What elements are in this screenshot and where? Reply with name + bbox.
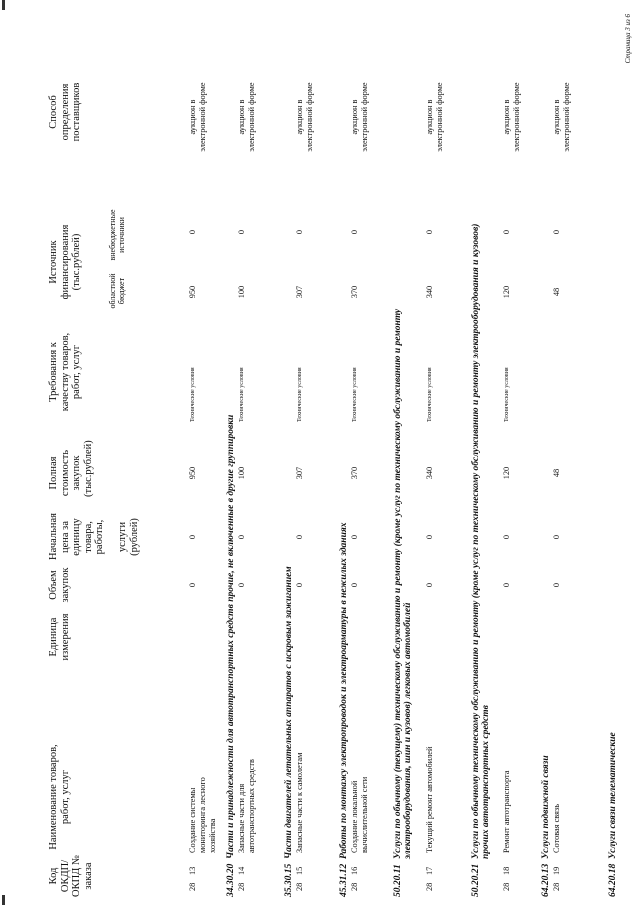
row-volume: 0 (295, 582, 304, 588)
row-code: 28 (350, 882, 359, 891)
group-title: Услуги подвижной связи (541, 755, 551, 859)
group-code: 35.30.15 (284, 863, 294, 897)
header-method: Способ определения поставщиков (48, 82, 82, 142)
row-volume: 0 (502, 582, 511, 588)
row-regional: 48 (552, 287, 561, 297)
row-regional: 307 (295, 285, 304, 299)
row-number: 16 (350, 866, 359, 875)
row-volume: 0 (552, 582, 561, 588)
row-regional: 120 (502, 285, 511, 299)
page-footer: Страница 3 из 6 (624, 14, 632, 64)
row-number: 15 (295, 866, 304, 875)
group-title: Части двигателей летательных аппаратов с искровым зажиганием (284, 566, 294, 859)
row-regional: 950 (188, 285, 197, 299)
row-total: 307 (295, 466, 304, 480)
row-regional: 100 (237, 285, 246, 299)
header-volume: Объем закупок (48, 567, 71, 603)
row-name: Сотовая связь (552, 804, 561, 853)
row-price: 0 (350, 534, 359, 540)
row-requirements: Технические условия (504, 367, 510, 422)
row-code: 28 (188, 882, 197, 891)
header-finance-regional: областной бюджет (108, 273, 126, 309)
row-code: 28 (552, 882, 561, 891)
row-requirements: Технические условия (297, 367, 303, 422)
row-number: 19 (552, 866, 561, 875)
row-price: 0 (237, 534, 246, 540)
row-total: 100 (237, 466, 246, 480)
row-extra: 0 (237, 229, 246, 235)
row-number: 13 (188, 866, 197, 875)
row-volume: 0 (350, 582, 359, 588)
row-requirements: Технические условия (190, 367, 196, 422)
row-total: 370 (350, 466, 359, 480)
row-code: 28 (237, 882, 246, 891)
row-name: Создание системы мониторинга лесного хозяйства (188, 777, 217, 853)
header-price-main: Начальная цена за единицу товара, работы, (48, 513, 105, 560)
row-total: 48 (552, 468, 561, 478)
row-total: 950 (188, 466, 197, 480)
row-total: 340 (425, 466, 434, 480)
row-code: 28 (502, 882, 511, 891)
header-price (48, 514, 140, 560)
row-method: аукцион в электронной форме (425, 82, 444, 152)
row-method: аукцион в электронной форме (295, 82, 314, 152)
row-method: аукцион в электронной форме (350, 82, 369, 152)
header-requirements: Требования к качеству товаров, работ, услуг (48, 332, 82, 412)
row-extra: 0 (350, 229, 359, 235)
row-number: 17 (425, 866, 434, 875)
group-title: Части и принадлежности для автотранспортных средств прочие, не включенные в другие группировки (226, 414, 236, 859)
row-extra: 0 (425, 229, 434, 235)
row-method: аукцион в электронной форме (502, 82, 521, 152)
row-regional: 370 (350, 285, 359, 299)
row-code: 28 (295, 882, 304, 891)
row-requirements: Технические условия (352, 367, 358, 422)
row-price: 0 (188, 534, 197, 540)
header-finance-extra: внебюджетные источники (108, 209, 126, 261)
group-title: Работы по монтажу электропроводок и электроарматуры в нежилых зданиях (339, 522, 349, 859)
header-price-units: услуги (рублей) (117, 518, 140, 556)
row-code: 28 (425, 882, 434, 891)
row-requirements: Технические условия (239, 367, 245, 422)
group-code: 50.20.21 (471, 863, 481, 897)
row-price: 0 (295, 534, 304, 540)
row-name: Запасные части для автотранспортных средств (237, 759, 256, 853)
row-price: 0 (502, 534, 511, 540)
group-code: 64.20.18 (608, 863, 618, 897)
row-method: аукцион в электронной форме (188, 82, 207, 152)
row-number: 14 (237, 866, 246, 875)
row-method: аукцион в электронной форме (552, 82, 571, 152)
row-volume: 0 (237, 582, 246, 588)
group-code: 64.20.13 (541, 863, 551, 897)
row-name: Ремонт автотранспорта (502, 770, 511, 853)
group-code: 50.20.11 (393, 864, 403, 897)
row-regional: 340 (425, 285, 434, 299)
row-name: Текущий ремонт автомобилей (425, 746, 434, 853)
row-name: Запасные части к самолетам (295, 752, 304, 853)
group-title: Услуги по обычному техническому обслуживанию и ремонту (кроме услуг по техническому обслуживанию и ремонту электрооборудования и кузовов) прочих автотранспортных средств (471, 223, 491, 859)
group-code: 45.31.12 (339, 863, 349, 897)
row-extra: 0 (552, 229, 561, 235)
header-finance: Источник финансирования (тыс.рублей) (48, 224, 82, 300)
row-extra: 0 (502, 229, 511, 235)
row-method: аукцион в электронной форме (237, 82, 256, 152)
row-number: 18 (502, 866, 511, 875)
row-volume: 0 (188, 582, 197, 588)
header-name: Наименование товаров, работ, услуг (48, 744, 71, 850)
row-extra: 0 (295, 229, 304, 235)
table-header (48, 17, 178, 897)
header-total: Полная стоимость закупок (тыс.рублей) (48, 440, 94, 497)
row-name: Создание локальной вычислительной сети (350, 776, 369, 853)
header-unit: Единица измерения (48, 613, 71, 661)
group-title: Услуги связи телематические (608, 732, 618, 859)
group-code: 34.30.20 (226, 863, 236, 897)
row-total: 120 (502, 466, 511, 480)
row-volume: 0 (425, 582, 434, 588)
row-extra: 0 (188, 229, 197, 235)
row-price: 0 (552, 534, 561, 540)
group-title: Услуги по обычному (текущему) техническому обслуживанию и ремонту (кроме услуг по техническому обслуживанию и ремонту электрооборудования, шин и кузовов) легковых автомобилей (393, 308, 413, 859)
row-price: 0 (425, 534, 434, 540)
header-code: Код ОКДП/ ОКПД № заказа (48, 855, 94, 897)
row-requirements: Технические условия (427, 367, 433, 422)
